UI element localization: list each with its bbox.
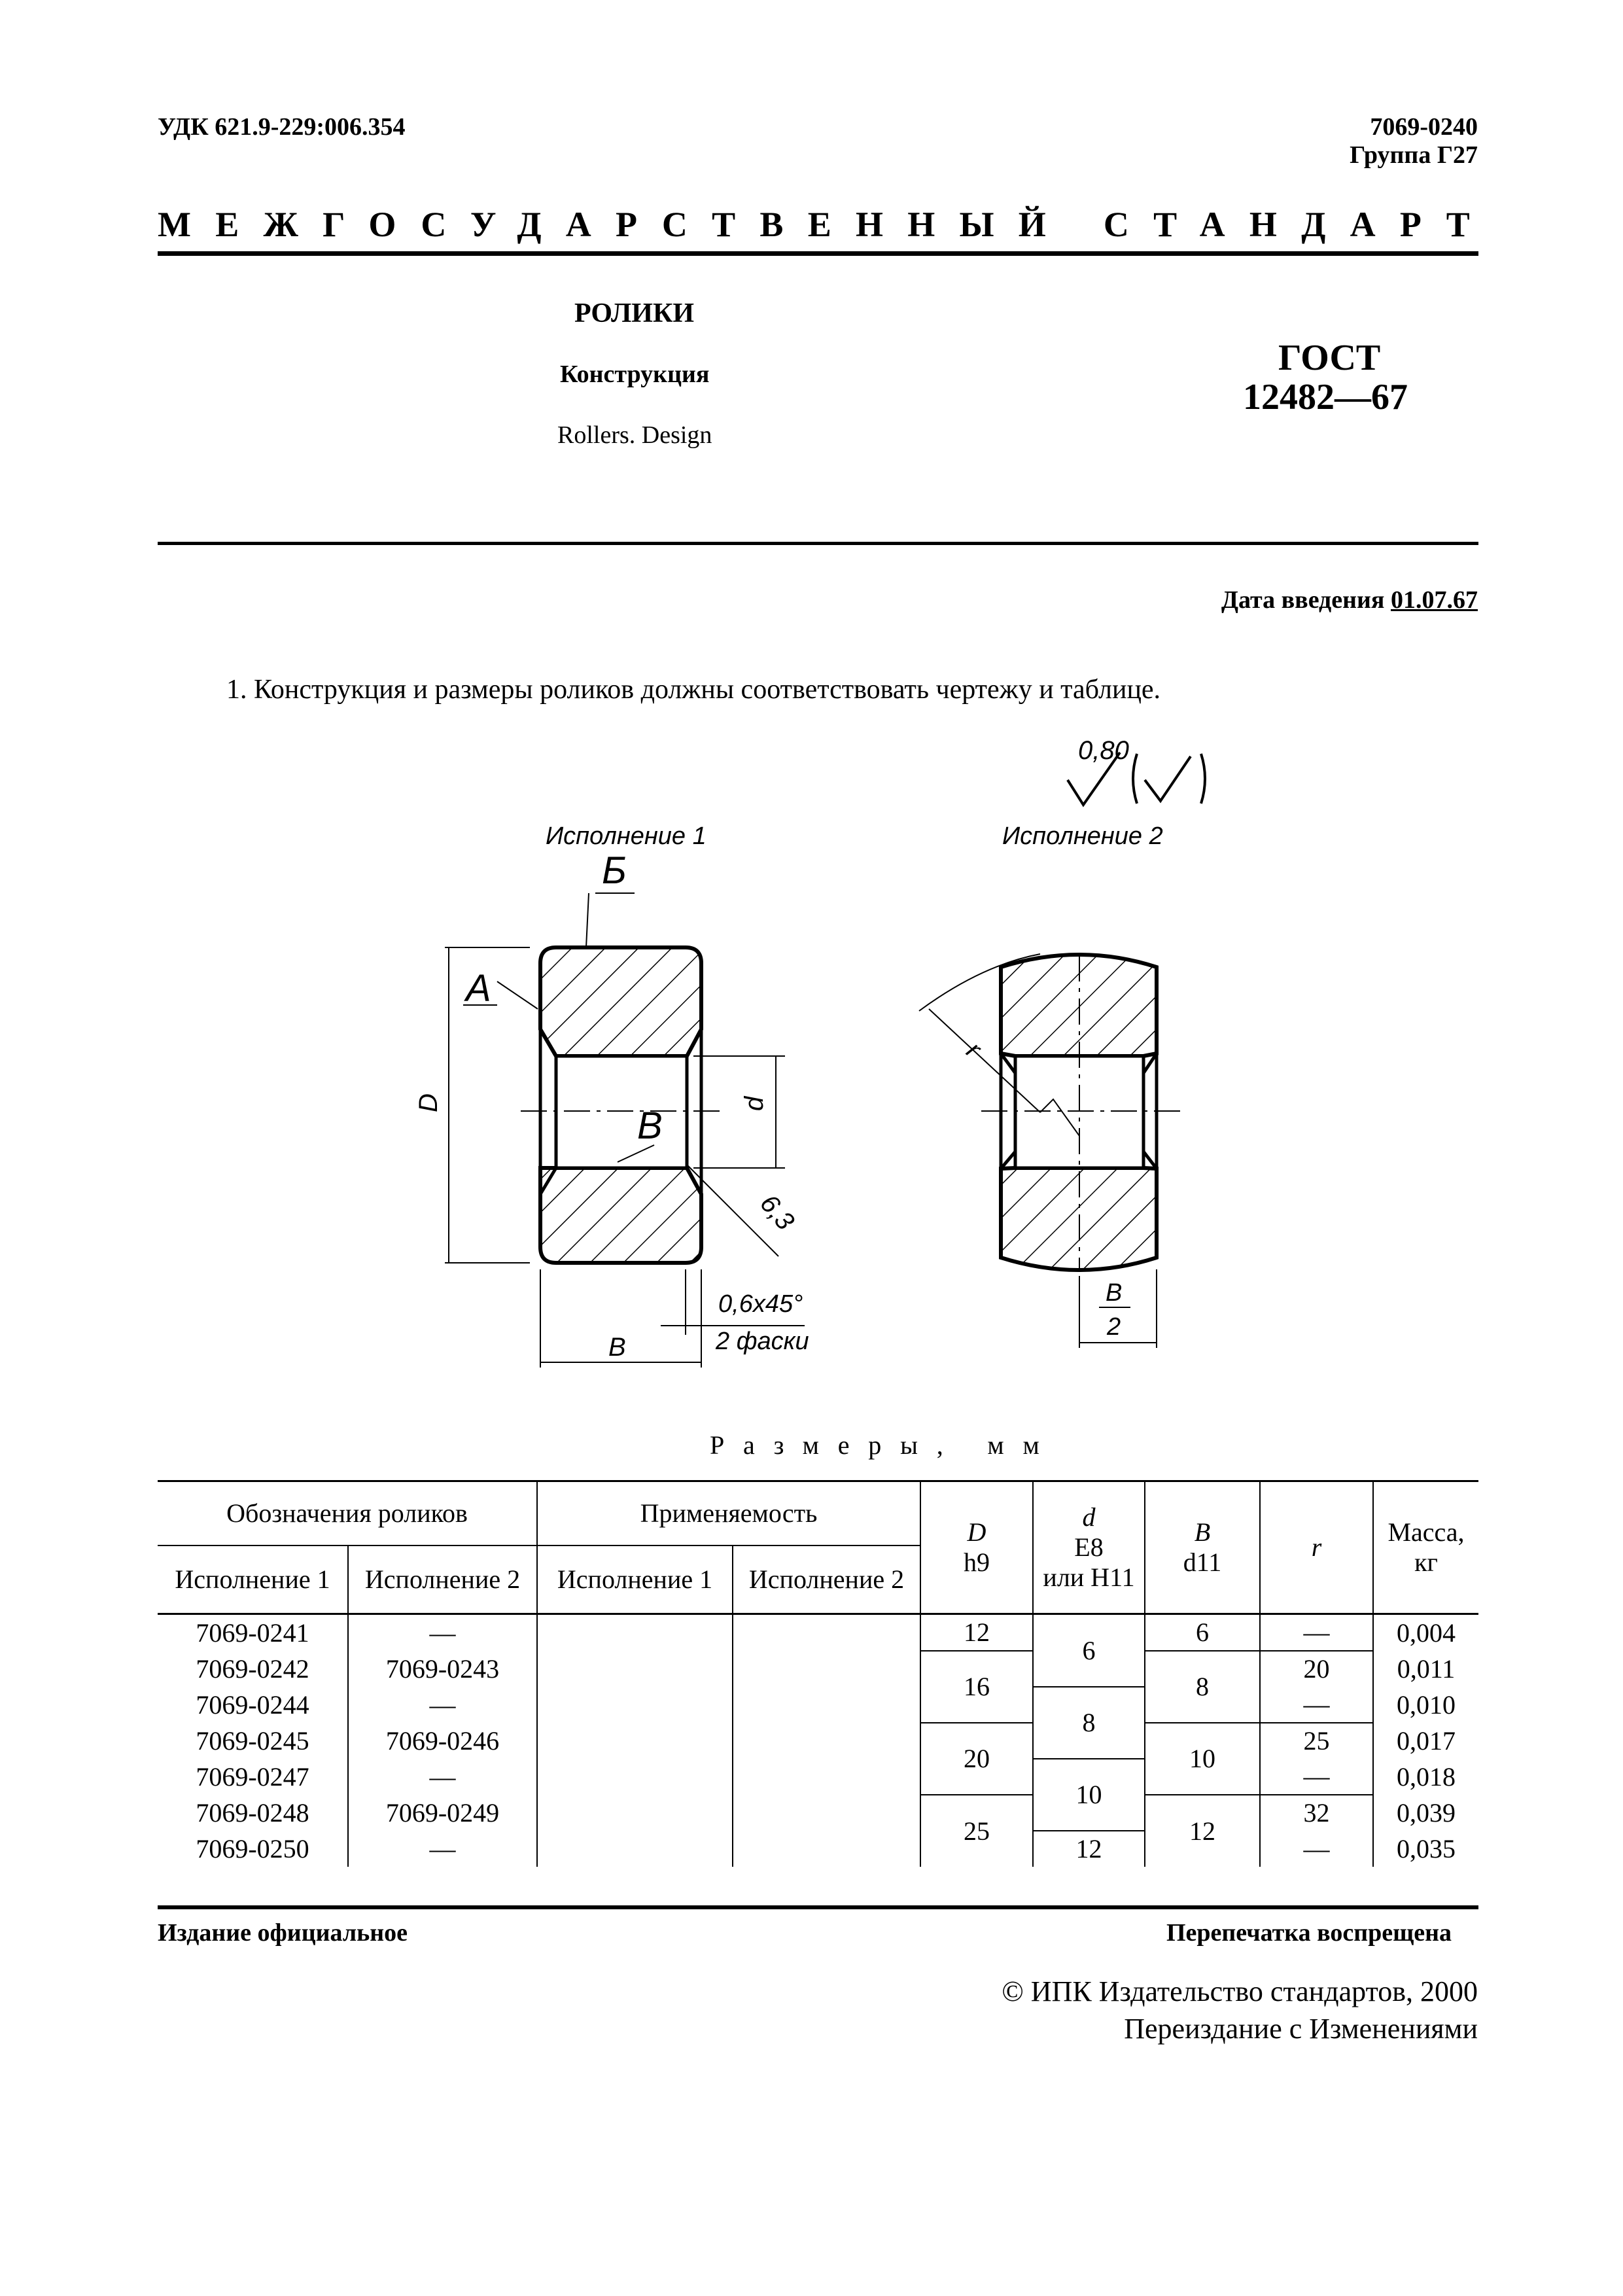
cell-mass: 0,010 bbox=[1373, 1687, 1478, 1723]
dim-d: d bbox=[740, 1096, 769, 1111]
col-B-symbol: B bbox=[1194, 1517, 1211, 1547]
roughness-symbol bbox=[1068, 736, 1205, 805]
gost-number: 12482—67 bbox=[1243, 377, 1408, 417]
cell-D: 25 bbox=[920, 1795, 1033, 1867]
cell-app1 bbox=[537, 1831, 733, 1867]
table-caption: Размеры, мм bbox=[710, 1430, 1058, 1460]
col-B-tol: d11 bbox=[1183, 1547, 1222, 1577]
udk-code: УДК 621.9-229:006.354 bbox=[158, 113, 406, 141]
cell-v1: 7069-0241 bbox=[158, 1614, 348, 1651]
document-code: 7069-0240 bbox=[1370, 113, 1478, 141]
cell-app2 bbox=[733, 1723, 920, 1759]
cell-r: 25 bbox=[1260, 1723, 1373, 1759]
cell-v2: — bbox=[348, 1614, 537, 1651]
cell-v1: 7069-0248 bbox=[158, 1795, 348, 1831]
version1-section bbox=[414, 849, 809, 1368]
cell-app1 bbox=[537, 1687, 733, 1723]
cell-r: 20 bbox=[1260, 1651, 1373, 1687]
roughness-value: 0,80 bbox=[1078, 736, 1129, 765]
title-en: Rollers. Design bbox=[557, 421, 712, 449]
col-d-tol1: Е8 bbox=[1074, 1532, 1104, 1562]
cell-app2 bbox=[733, 1687, 920, 1723]
cell-app1 bbox=[537, 1723, 733, 1759]
cell-app2 bbox=[733, 1831, 920, 1867]
footer-copyright: © ИПК Издательство стандартов, 2000 bbox=[1002, 1975, 1478, 2007]
cell-v1: 7069-0245 bbox=[158, 1723, 348, 1759]
clause-text: 1. Конструкция и размеры роликов должны соответствовать чертежу и таблице. bbox=[226, 675, 1161, 705]
cell-v2: — bbox=[348, 1687, 537, 1723]
dim-B-half-num: В bbox=[1106, 1279, 1123, 1307]
cell-B: 8 bbox=[1145, 1651, 1260, 1723]
cell-app2 bbox=[733, 1795, 920, 1831]
col-d-symbol: d bbox=[1082, 1502, 1096, 1532]
cell-v1: 7069-0244 bbox=[158, 1687, 348, 1723]
cell-app1 bbox=[537, 1795, 733, 1831]
dim-B-half-den: 2 bbox=[1107, 1313, 1121, 1341]
table-row bbox=[158, 1723, 1478, 1759]
col-D-tol: h9 bbox=[964, 1547, 990, 1577]
cell-v1: 7069-0247 bbox=[158, 1759, 348, 1795]
col-applicability-v1: Исполнение 1 bbox=[537, 1545, 733, 1614]
intro-date bbox=[1221, 586, 1478, 614]
col-d-tol2: или Н11 bbox=[1043, 1563, 1135, 1592]
dim-r: r bbox=[961, 1036, 986, 1064]
cell-app1 bbox=[537, 1759, 733, 1795]
col-applicability: Применяемость bbox=[537, 1481, 920, 1546]
intro-date-label: Дата введения bbox=[1221, 586, 1385, 614]
cell-d: 6 bbox=[1033, 1614, 1145, 1687]
col-mass bbox=[1373, 1481, 1478, 1614]
table-row bbox=[158, 1614, 1478, 1651]
table-row bbox=[158, 1795, 1478, 1831]
cell-r: — bbox=[1260, 1831, 1373, 1867]
col-designation: Обозначения роликов bbox=[158, 1481, 537, 1546]
col-B bbox=[1145, 1481, 1260, 1614]
chamfer: 0,6х45° bbox=[718, 1290, 803, 1318]
group-code: Группа Г27 bbox=[1350, 141, 1478, 169]
col-d bbox=[1033, 1481, 1145, 1614]
cell-r: 32 bbox=[1260, 1795, 1373, 1831]
footer-official: Издание официальное bbox=[158, 1919, 408, 1947]
version1-label: Исполнение 1 bbox=[546, 822, 707, 850]
roller-drawing bbox=[0, 720, 1623, 1407]
cell-app1 bbox=[537, 1651, 733, 1687]
cell-v1: 7069-0250 bbox=[158, 1831, 348, 1867]
intro-date-value: 01.07.67 bbox=[1391, 586, 1478, 614]
cell-v2: 7069-0246 bbox=[348, 1723, 537, 1759]
dimensions-table bbox=[158, 1480, 1478, 1867]
dim-roughness-63: 6,3 bbox=[754, 1189, 800, 1236]
footer-reissue: Переиздание с Изменениями bbox=[1124, 2013, 1478, 2045]
cell-app2 bbox=[733, 1651, 920, 1687]
cell-d: 10 bbox=[1033, 1759, 1145, 1831]
footer-rule bbox=[158, 1905, 1478, 1909]
footer-reprint: Перепечатка воспрещена bbox=[1166, 1919, 1452, 1947]
table-row bbox=[158, 1759, 1478, 1795]
cell-v2: 7069-0243 bbox=[348, 1651, 537, 1687]
col-D-symbol: D bbox=[967, 1517, 986, 1547]
label-B-cyr: Б bbox=[602, 849, 627, 892]
table-row bbox=[158, 1831, 1478, 1867]
col-designation-v2: Исполнение 2 bbox=[348, 1545, 537, 1614]
cell-B: 10 bbox=[1145, 1723, 1260, 1795]
title-rule bbox=[158, 542, 1478, 545]
cell-B: 12 bbox=[1145, 1795, 1260, 1867]
col-D bbox=[920, 1481, 1033, 1614]
col-applicability-v2: Исполнение 2 bbox=[733, 1545, 920, 1614]
cell-mass: 0,011 bbox=[1373, 1651, 1478, 1687]
cell-v2: — bbox=[348, 1759, 537, 1795]
version2-label: Исполнение 2 bbox=[1002, 822, 1163, 850]
cell-d: 12 bbox=[1033, 1831, 1145, 1867]
cell-D: 12 bbox=[920, 1614, 1033, 1651]
cell-app2 bbox=[733, 1614, 920, 1651]
col-r: r bbox=[1260, 1481, 1373, 1614]
chamfer-count: 2 фаски bbox=[716, 1328, 809, 1355]
cell-d: 8 bbox=[1033, 1687, 1145, 1759]
subtitle-ru: Конструкция bbox=[560, 361, 710, 388]
cell-mass: 0,018 bbox=[1373, 1759, 1478, 1795]
cell-app2 bbox=[733, 1759, 920, 1795]
title-ru: РОЛИКИ bbox=[574, 298, 695, 328]
cell-mass: 0,017 bbox=[1373, 1723, 1478, 1759]
cell-mass: 0,004 bbox=[1373, 1614, 1478, 1651]
cell-v2: — bbox=[348, 1831, 537, 1867]
table-row bbox=[158, 1687, 1478, 1723]
label-V: В bbox=[637, 1104, 663, 1147]
cell-r: — bbox=[1260, 1759, 1373, 1795]
cell-B: 6 bbox=[1145, 1614, 1260, 1651]
cell-v1: 7069-0242 bbox=[158, 1651, 348, 1687]
cell-r: — bbox=[1260, 1614, 1373, 1651]
standard-type: МЕЖГОСУДАРСТВЕННЫЙ СТАНДАРТ bbox=[158, 205, 1495, 244]
gost-label: ГОСТ bbox=[1278, 338, 1381, 378]
cell-r: — bbox=[1260, 1687, 1373, 1723]
col-mass-1: Масса, bbox=[1387, 1517, 1465, 1547]
col-mass-2: кг bbox=[1414, 1547, 1438, 1577]
dim-B: В bbox=[608, 1333, 626, 1362]
cell-mass: 0,035 bbox=[1373, 1831, 1478, 1867]
cell-v2: 7069-0249 bbox=[348, 1795, 537, 1831]
cell-D: 16 bbox=[920, 1651, 1033, 1723]
dim-D: D bbox=[414, 1093, 443, 1112]
cell-app1 bbox=[537, 1614, 733, 1651]
cell-D: 20 bbox=[920, 1723, 1033, 1795]
header-rule bbox=[158, 251, 1478, 256]
cell-mass: 0,039 bbox=[1373, 1795, 1478, 1831]
version2-section bbox=[919, 954, 1183, 1348]
col-designation-v1: Исполнение 1 bbox=[158, 1545, 348, 1614]
table-row bbox=[158, 1651, 1478, 1687]
label-A: А bbox=[466, 967, 491, 1010]
